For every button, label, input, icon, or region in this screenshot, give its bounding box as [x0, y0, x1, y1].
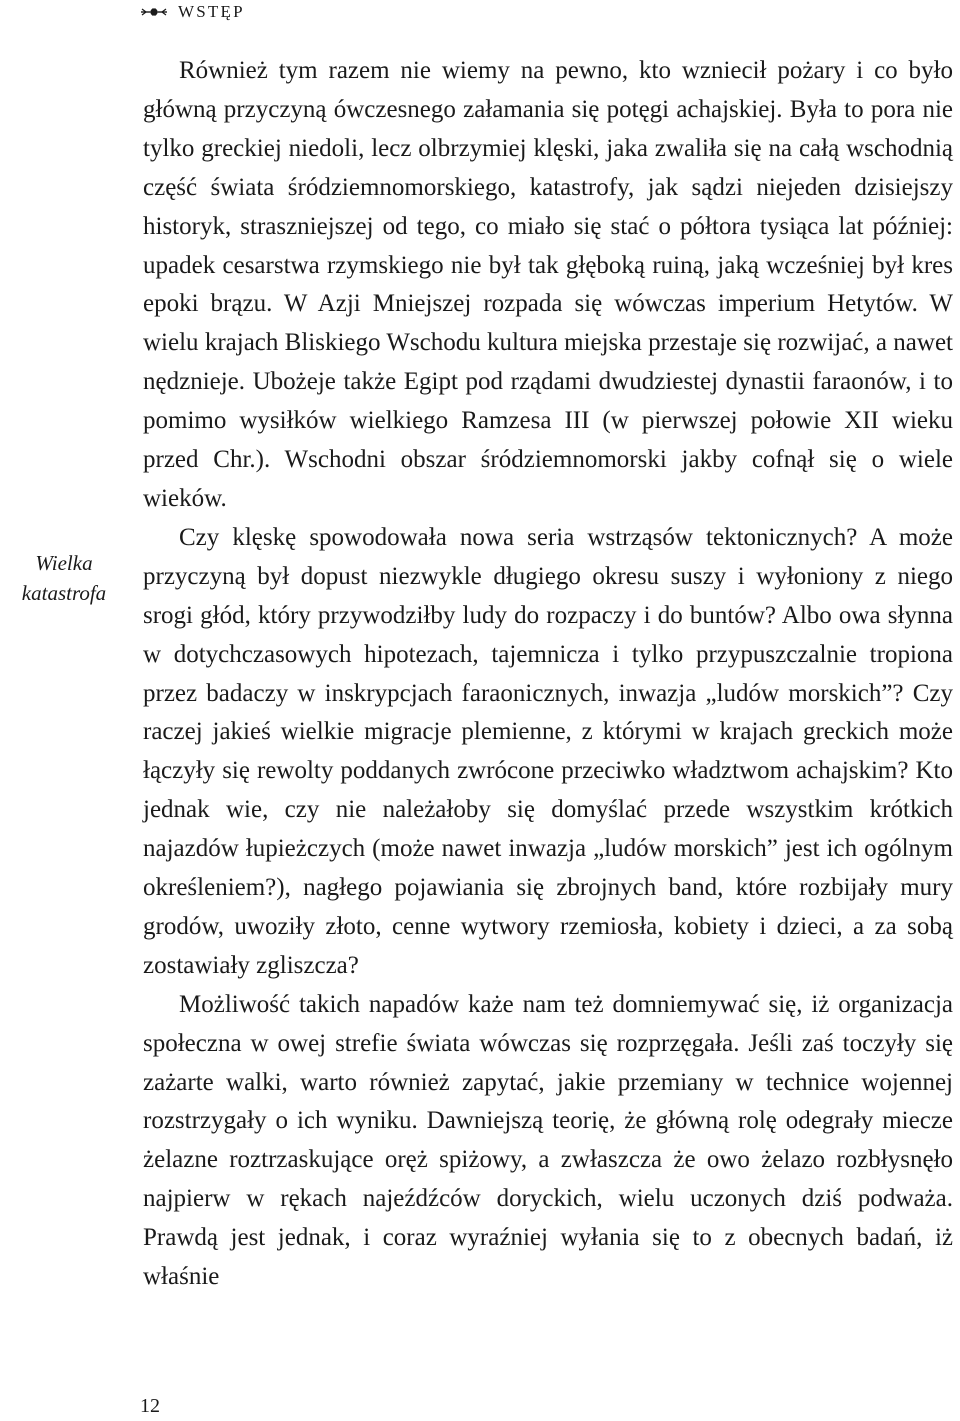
page-number: 12 [140, 1395, 160, 1417]
paragraph-2: Czy klęskę spowodowała nowa seria wstrząsów tektonicznych? A może przyczyną był dopust niezwykle długiego okresu suszy i wyłoniony z niego srogi głód, który przywodziłby ludy do rozpaczy i do buntów? Albo owa słynna w dotychczasowych hipotezach, tajemnicza i tylko przypuszczalnie tropiona przez badaczy w inskrypcjach faraonicznych, inwazja „ludów morskich”? Czy raczej jakieś wielkie migracje plemienne, z którymi w krajach greckich może łączyły się rewolty poddanych zwrócone przeciwko władztwom achajskim? Kto jednak wie, czy nie należałoby się domyślać przede wszystkim krótkich najazdów łupieżczych (może nawet inwazja „ludów morskich” jest ich ogólnym określeniem?), nagłego pojawiania się zbrojnych band, które rozbijały mury grodów, uwoziły złoto, cenne wytwory rzemiosła, kobiety i dzieci, a za sobą zostawiały zgliszcza? [143, 523, 953, 979]
margin-note-line-2: katastrofa [21, 581, 107, 605]
body-text [143, 52, 953, 1297]
paragraph-1: Również tym razem nie wiemy na pewno, kto wzniecił pożary i co było główną przyczyną ówczesnego załamania się potęgi achajskiej. Była to pora nie tylko greckiej niedoli, lecz olbrzymiej klęski, jaka zwaliła się na całą wschodnią część świata śródziemnomorskiego, katastrofy, jak sądzi niejeden dzisiejszy historyk, straszniejszej od tego, co miało się stać o półtora tysiąca lat później: upadek cesarstwa rzymskiego nie był tak głęboką ruiną, jaką wcześniej był kres epoki brązu. W Azji Mniejszej rozpada się wówczas imperium Hetytów. W wielu krajach Bliskiego Wschodu kultura miejska przestaje się rozwijać, a nawet nędznieje. Ubożeje także Egipt pod rządami dwudziestej dynastii faraonów, i to pomimo wysiłków wielkiego Ramzesa III (w pierwszej połowie XII wieku przed Chr.). Wschodni obszar śródziemnomorski jakby cofnął się o wiele wieków. [143, 57, 953, 512]
fleuron-ornament-icon [140, 5, 168, 19]
paragraph-3: Możliwość takich napadów każe nam też domniemywać się, iż organizacja społeczna w owej strefie świata wówczas się rozprzęgała. Jeśli zaś toczyły się zażarte walki, warto również zapytać, jakie przemiany w technice wojennej rozstrzygały o ich wyniku. Dawniejszą teorię, że główną rolę odegrały miecze żelazne roztrzaskujące oręż spiżowy, a zwłaszcza że owo żelazo rozbłysnęło najpierw w rękach najeźdźców doryckich, wielu uczonych dziś podważa. Prawdą jest jednak, i coraz wyraźniej wyłania się to z obecnych badań, iż właśnie [143, 990, 953, 1291]
running-header [140, 2, 245, 22]
section-title: WSTĘP [178, 2, 245, 21]
margin-note [0, 548, 128, 608]
margin-note-line-1: Wielka [35, 551, 93, 575]
